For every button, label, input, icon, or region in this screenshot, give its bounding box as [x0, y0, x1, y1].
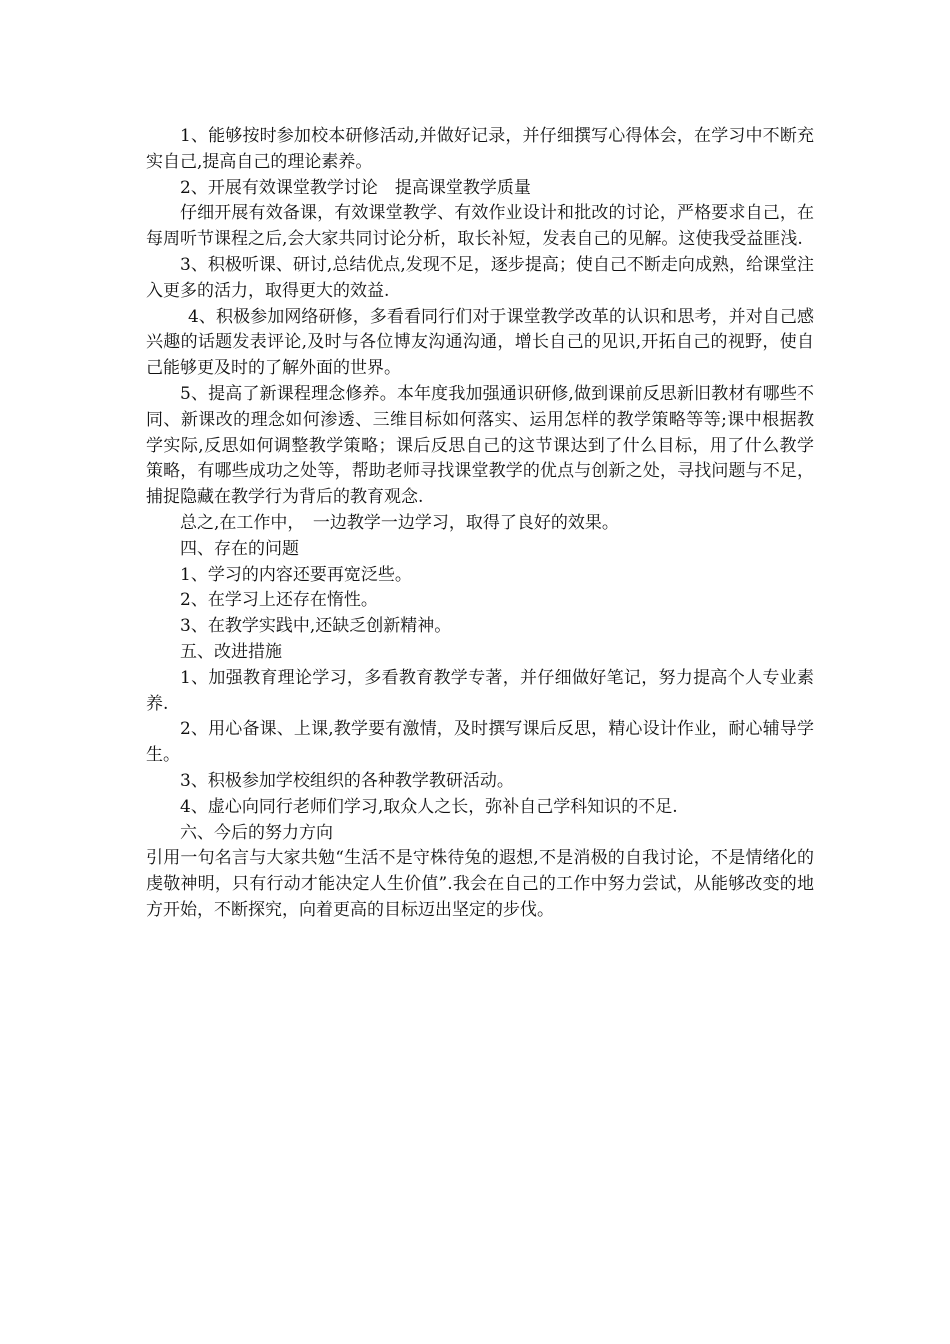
- paragraph-summary: 总之,在工作中， 一边教学一边学习，取得了良好的效果。: [180, 512, 619, 533]
- paragraph-online-study: 4、积极参加网络研修，多看看同行们对于课堂教学改革的认识和思考，并对自己感兴趣的话题发表评论,及时与各位博友沟通沟通，增长自己的见识,开拓自己的视野，使自己能够更及时的了解外面的世界。: [146, 306, 814, 379]
- section-heading-future: 六、今后的努力方向: [180, 822, 333, 843]
- paragraph-closing-quote: 引用一句名言与大家共勉“生活不是守株待兔的遐想,不是消极的自我讨论，不是情绪化的虔敬神明，只有行动才能决定人生价值”.我会在自己的工作中努力尝试，从能够改变的地方开始，不断探究，向着更高的目标迈出坚定的步伐。: [146, 848, 814, 920]
- paragraph-new-curriculum: 5、提高了新课程理念修养。本年度我加强通识研修,做到课前反思新旧教材有哪些不同、新课改的理念如何渗透、三维目标如何落实、运用怎样的教学策略等等;课中根据教学实际,反思如何调整教学策略；课后反思自己的这节课达到了什么目标，用了什么教学策略，有哪些成功之处等，帮助老师寻找课堂教学的优点与创新之处，寻找问题与不足，捕捉隐藏在教学行为背后的教育观念.: [146, 383, 814, 508]
- improvement-item-1: 1、加强教育理论学习，多看教育教学专著，并仔细做好笔记，努力提高个人专业素养.: [146, 667, 814, 714]
- paragraph-lesson-preparation: 仔细开展有效备课，有效课堂教学、有效作业设计和批改的讨论，严格要求自己，在每周听节课程之后,会大家共同讨论分析，取长补短，发表自己的见解。这使我受益匪浅.: [146, 203, 814, 250]
- improvement-item-3: 3、积极参加学校组织的各种教学教研活动。: [180, 770, 514, 791]
- section-heading-problems: 四、存在的问题: [180, 538, 299, 559]
- section-heading-improvements: 五、改进措施: [180, 641, 282, 662]
- paragraph-observe-lessons: 3、积极听课、研讨,总结优点,发现不足，逐步提高；使自己不断走向成熟，给课堂注入更多的活力，取得更大的效益.: [146, 254, 814, 301]
- problem-item-3: 3、在教学实践中,还缺乏创新精神。: [180, 616, 452, 637]
- document-body: [146, 124, 814, 924]
- improvement-item-4: 4、虚心向同行老师们学习,取众人之长，弥补自己学科知识的不足.: [180, 796, 678, 817]
- problem-item-2: 2、在学习上还存在惰性。: [180, 590, 378, 611]
- problem-item-1: 1、学习的内容还要再宽泛些。: [180, 564, 412, 585]
- improvement-item-2: 2、用心备课、上课,教学要有激情，及时撰写课后反思，精心设计作业，耐心辅导学生。: [146, 719, 814, 766]
- paragraph-study-activities: 1、能够按时参加校本研修活动,并做好记录，并仔细撰写心得体会，在学习中不断充实自己,提高自己的理论素养。: [146, 126, 814, 172]
- paragraph-effective-teaching-heading: 2、开展有效课堂教学讨论 提高课堂教学质量: [180, 177, 531, 198]
